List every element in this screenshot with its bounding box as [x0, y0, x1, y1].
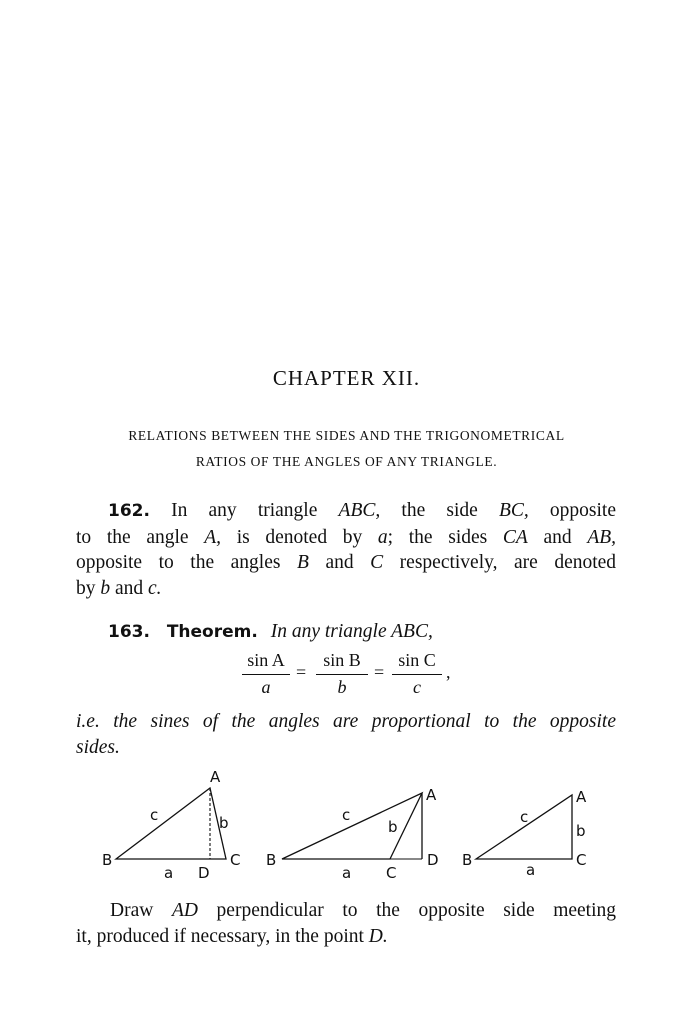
math-symbol: B: [296, 552, 309, 573]
side-label-b: b: [219, 814, 229, 832]
article-163-heading: [76, 619, 616, 646]
proportional-statement: [76, 709, 616, 760]
math-symbol: b: [100, 577, 111, 599]
comma: ,: [446, 662, 451, 682]
triangle-figures: [90, 770, 610, 890]
math-symbol: ABC,: [338, 500, 381, 521]
vertex-label-B: B: [266, 851, 277, 869]
math-symbol: c.: [148, 577, 162, 599]
math-symbol: BC,: [498, 500, 529, 521]
text-run: In any triangle: [171, 500, 318, 521]
text-run: and: [115, 577, 144, 599]
figure-acute-triangle: [102, 770, 240, 882]
math-symbol: C: [370, 552, 384, 573]
text-run: and: [543, 526, 572, 548]
vertex-label-A: A: [426, 786, 437, 804]
triangle-shape: [282, 793, 422, 859]
fraction-bar: [316, 674, 368, 675]
text-run: Draw: [110, 900, 154, 921]
text-run: the side: [401, 500, 478, 521]
fraction-sinA: [242, 650, 290, 698]
numerator: sin A: [247, 650, 285, 670]
math-symbol: AB,: [587, 526, 617, 548]
article-number: 163.: [108, 622, 150, 642]
math-symbol: a: [377, 526, 388, 548]
vertex-label-C: C: [386, 864, 397, 882]
theorem-label: Theorem.: [166, 622, 258, 642]
denominator: b: [337, 677, 347, 697]
side-label-c: c: [520, 808, 529, 826]
fraction-sinC: [392, 650, 442, 698]
chapter-title: CHAPTER XII.: [272, 366, 421, 390]
numerator: sin B: [323, 650, 361, 670]
denominator: c: [413, 677, 421, 697]
vertex-label-C: C: [230, 851, 241, 869]
text-run: is denoted by: [236, 526, 363, 548]
vertex-label-C: C: [576, 851, 587, 869]
statement-line1: i.e. the sines of the angles are proportional to the opposite: [76, 711, 616, 732]
article-162-line1: [76, 498, 616, 525]
foot-label-D: D: [198, 864, 210, 882]
article-162-line3: [76, 550, 616, 576]
math-symbol: CA: [502, 526, 528, 548]
text-run: respectively, are denoted: [399, 552, 617, 573]
sine-rule-equation: [236, 650, 466, 702]
math-symbol: A,: [204, 526, 222, 548]
vertex-label-B: B: [462, 851, 473, 869]
vertex-label-A: A: [210, 770, 221, 786]
side-label-a: a: [342, 864, 352, 882]
text-run: opposite to the angles: [76, 552, 281, 573]
text-run: perpendicular to the opposite side meeting: [216, 900, 617, 921]
text-run: it, produced if necessary, in the point: [76, 925, 364, 947]
text-run: by: [76, 577, 96, 599]
side-label-c: c: [150, 806, 159, 824]
math-symbol: AD: [171, 900, 198, 921]
article-number: 162.: [108, 501, 150, 521]
fraction-sinB: [316, 650, 368, 698]
text-run: and: [325, 552, 354, 573]
side-label-a: a: [526, 861, 536, 879]
statement-line2: sides.: [76, 736, 120, 758]
numerator: sin C: [398, 650, 436, 670]
equals-sign: =: [296, 662, 307, 682]
section-title-line1: RELATIONS BETWEEN THE SIDES AND THE TRIGONOMETRICAL: [128, 428, 565, 443]
math-symbol: D.: [368, 925, 388, 947]
side-label-a: a: [164, 864, 174, 882]
vertex-label-B: B: [102, 851, 113, 869]
section-title-line2: RATIOS OF THE ANGLES OF ANY TRIANGLE.: [195, 454, 498, 469]
fraction-bar: [392, 674, 442, 675]
side-label-c: c: [342, 806, 351, 824]
figure-right-triangle: [462, 788, 587, 879]
figure-obtuse-triangle: [266, 786, 439, 882]
equals-sign: =: [374, 662, 385, 682]
denominator: a: [261, 677, 271, 697]
article-162: [76, 498, 616, 601]
foot-label-D: D: [427, 851, 439, 869]
closing-line2: [76, 924, 616, 950]
text-run: opposite: [549, 500, 616, 521]
vertex-label-A: A: [576, 788, 587, 806]
article-162-line2: [76, 525, 616, 551]
closing-line1: [76, 898, 616, 924]
triangle-shape: [476, 795, 572, 859]
text-run: to the angle: [76, 526, 189, 548]
side-label-b: b: [576, 822, 586, 840]
side-label-b: b: [388, 818, 398, 836]
fraction-bar: [242, 674, 290, 675]
article-162-line4: [76, 576, 616, 602]
text-run: ; the sides: [387, 526, 488, 548]
closing-paragraph: [76, 898, 616, 949]
theorem-statement: In any triangle ABC,: [270, 621, 433, 642]
